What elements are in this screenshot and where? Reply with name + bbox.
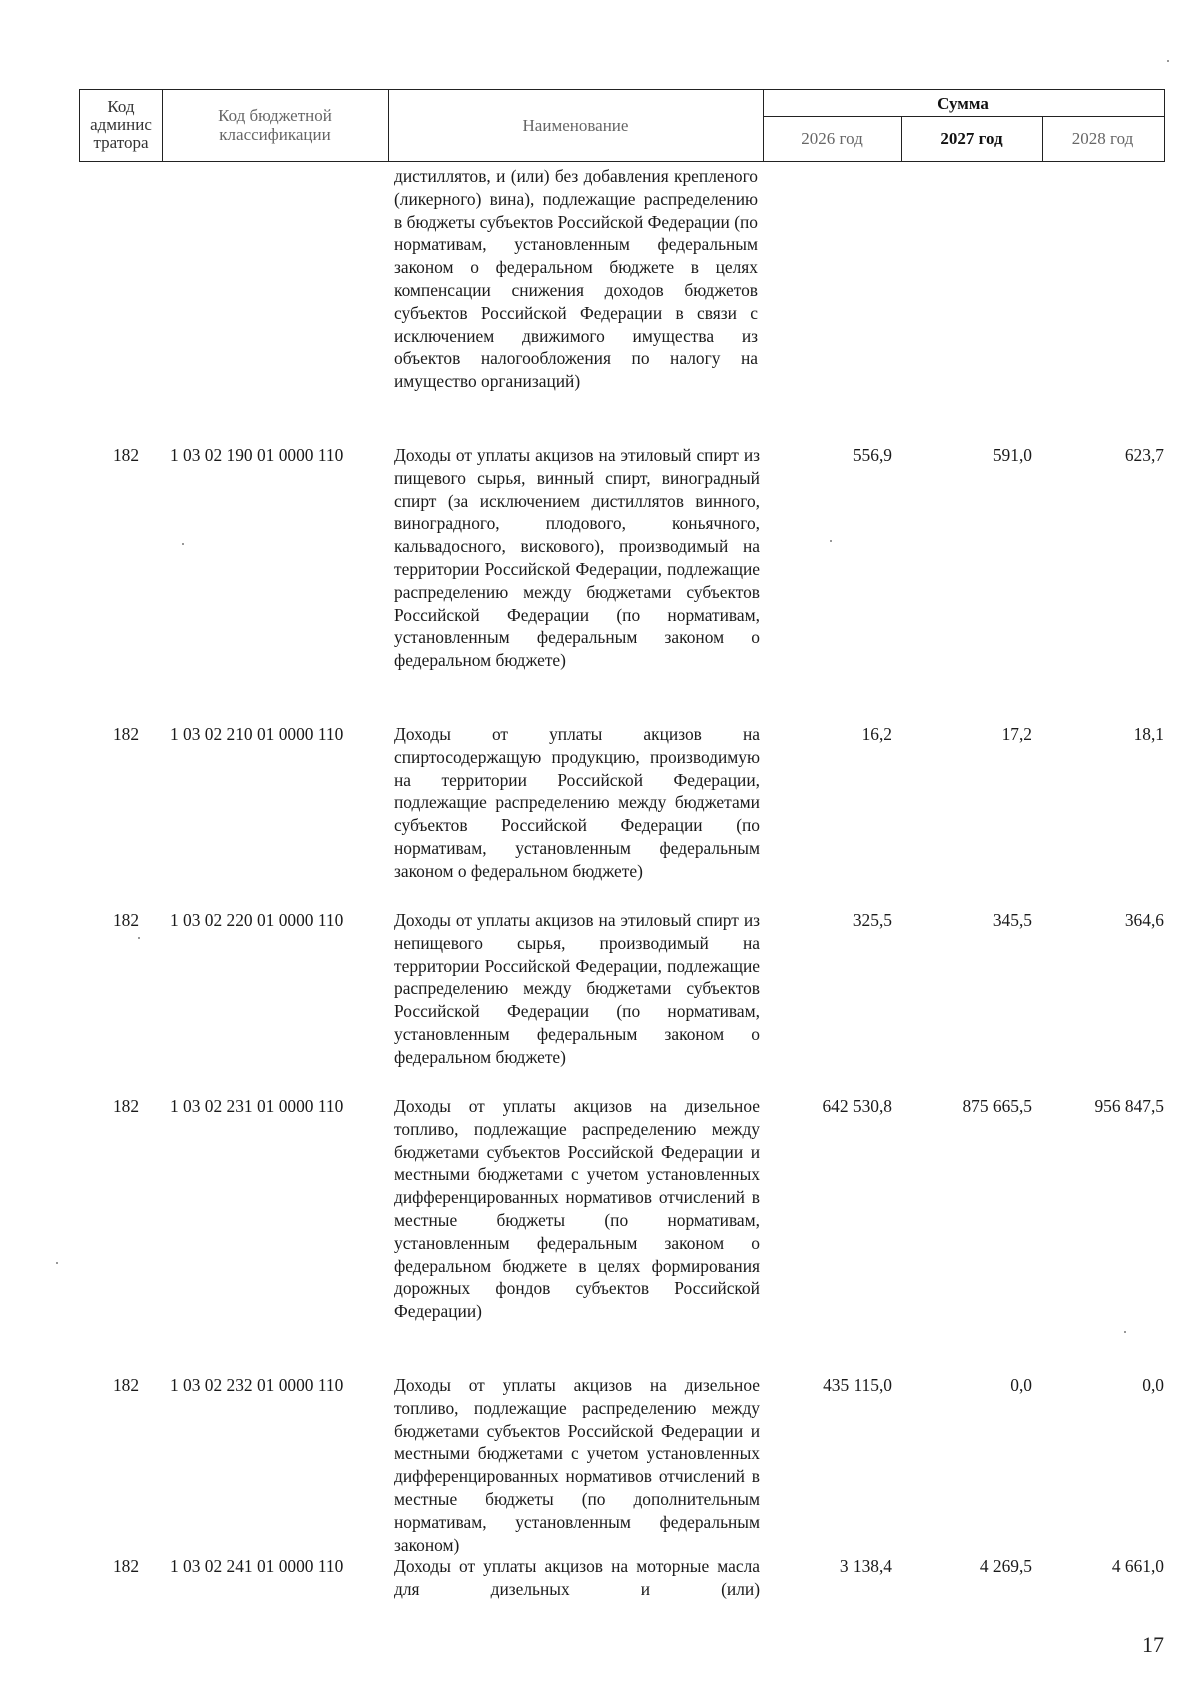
value-2028-cell: 364,6 [1124,910,1164,930]
kbk-code-cell: 1 03 02 232 01 0000 110 [170,1375,344,1395]
header-year-2026: 2026 год [801,128,863,148]
name-cell: Доходы от уплаты акцизов на моторные масла для дизельных и (или) [394,1556,760,1599]
continued-name-text: дистиллятов, и (или) без добавления крепленого (ликерного) вина), подлежащие распределению в бюджеты субъектов Российской Федерации (по нормативам, установленным федеральным законом о федеральном бюджете в целях компенсации снижения доходов бюджетов субъектов Российской Федерации в связи с исключением движимого имущества из объектов налогообложения по налогу на имущество организаций) [394,166,758,392]
header-year-2027: 2027 год [940,128,1003,148]
header-kbk-code [162,90,388,160]
name-cell: Доходы от уплаты акцизов на спиртосодержащую продукцию, производимую на территории Российской Федерации, подлежащие распределению между бюджетами субъектов Российской Федерации (по нормативам, установленным федеральным законом о федеральном бюджете) [394,724,760,881]
header-year-2028: 2028 год [1071,128,1134,148]
scan-speck [182,543,184,545]
header-admin-line: Код [107,97,135,116]
value-2026-cell: 3 138,4 [839,1556,892,1576]
name-cell: Доходы от уплаты акцизов на дизельное топливо, подлежащие распределению между бюджетами субъектов Российской Федерации и местными бюджетами с учетом установленных дифференцированных нормативов отчислений в местные бюджеты (по нормативам, установленным федеральным законом о федеральном бюджете в целях формирования дорожных фондов субъектов Российской Федерации) [394,1096,760,1322]
scan-speck [138,937,140,939]
value-2026-cell: 16,2 [861,724,892,744]
header-admin-line: админис [90,115,152,134]
table-header [79,89,1165,162]
kbk-code-cell: 1 03 02 220 01 0000 110 [170,910,344,930]
value-2028-cell: 4 661,0 [1111,1556,1164,1576]
name-cell: Доходы от уплаты акцизов на дизельное топливо, подлежащие распределению между бюджетами субъектов Российской Федерации и местными бюджетами с учетом установленных дифференцированных нормативов отчислений в местные бюджеты (по дополнительным нормативам, установленным федеральным законом) [394,1375,760,1555]
admin-code-cell: 182 [112,724,140,744]
kbk-code-cell: 1 03 02 241 01 0000 110 [170,1556,344,1576]
value-2027-cell: 17,2 [1001,724,1032,744]
scan-speck [830,540,832,542]
admin-code-cell: 182 [112,445,140,465]
page-number: 17 [1142,1632,1164,1657]
header-name: Наименование [522,115,629,135]
scan-speck [1167,60,1169,62]
value-2026-cell: 325,5 [852,910,892,930]
admin-code-cell: 182 [112,1556,140,1576]
header-sum: Сумма [937,93,989,113]
kbk-code-cell: 1 03 02 210 01 0000 110 [170,724,344,744]
value-2026-cell: 435 115,0 [823,1375,892,1395]
value-2028-cell: 623,7 [1124,445,1164,465]
name-cell: Доходы от уплаты акцизов на этиловый спирт из непищевого сырья, производимый на территории Российской Федерации, подлежащие распределению между бюджетами субъектов Российской Федерации (по нормативам, установленным федеральным законом о федеральном бюджете) [394,910,760,1067]
value-2027-cell: 345,5 [992,910,1032,930]
scan-speck [56,1262,58,1264]
value-2028-cell: 0,0 [1142,1375,1164,1395]
value-2026-cell: 642 530,8 [822,1096,892,1116]
value-2028-cell: 956 847,5 [1094,1096,1164,1116]
header-kbk-line: Код бюджетной [218,106,332,125]
admin-code-cell: 182 [112,1375,140,1395]
value-2027-cell: 0,0 [1010,1375,1032,1395]
header-admin-code [80,90,162,160]
value-2027-cell: 591,0 [992,445,1032,465]
value-2027-cell: 4 269,5 [979,1556,1032,1576]
admin-code-cell: 182 [112,910,140,930]
admin-code-cell: 182 [112,1096,140,1116]
kbk-code-cell: 1 03 02 231 01 0000 110 [170,1096,344,1116]
scan-speck [1124,1331,1126,1333]
value-2027-cell: 875 665,5 [962,1096,1032,1116]
header-kbk-line: классификации [219,125,331,144]
header-admin-line: тратора [93,133,149,152]
name-cell: Доходы от уплаты акцизов на этиловый спирт из пищевого сырья, винный спирт, виноградный спирт (за исключением дистиллятов винного, виноградного, плодового, коньячного, кальвадосного, вискового), производимый на территории Российской Федерации, подлежащие распределению между бюджетами субъектов Российской Федерации (по нормативам, установленным федеральным законом о федеральном бюджете) [394,445,760,671]
value-2028-cell: 18,1 [1133,724,1164,744]
value-2026-cell: 556,9 [852,445,892,465]
kbk-code-cell: 1 03 02 190 01 0000 110 [170,445,344,465]
